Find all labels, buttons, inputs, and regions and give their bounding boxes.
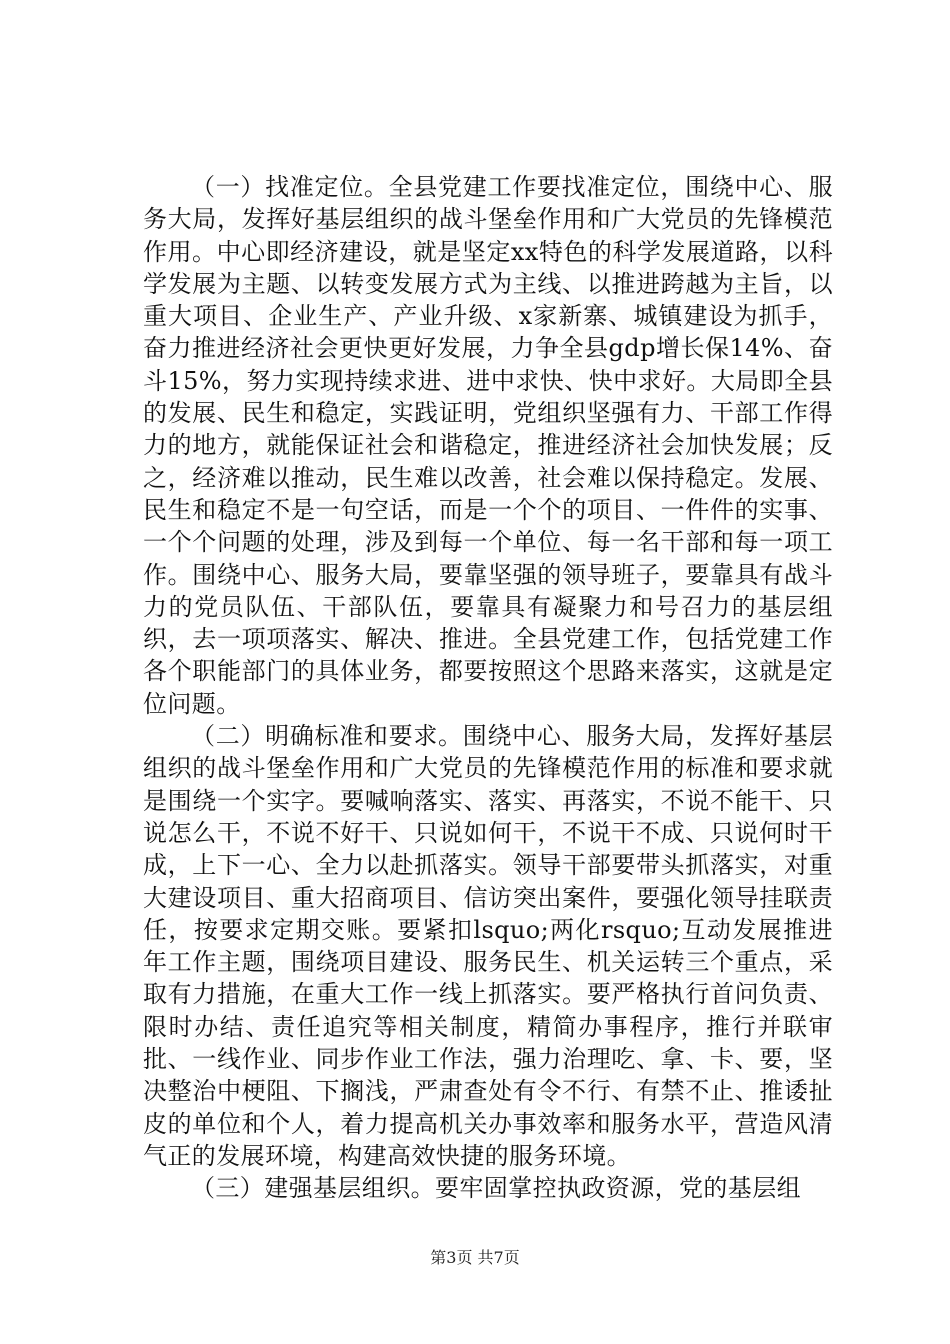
paragraph-standards: （二）明确标准和要求。围绕中心、服务大局，发挥好基层组织的战斗堡垒作用和广大党员的先锋模范作用的标准和要求就是围绕一个实字。要喊响落实、落实、再落实，不说不能干、只说怎么干，不说不好干、只说如何干，不说干不成、只说何时干成，上下一心、全力以赴抓落实。领导干部要带头抓落实，对重大建设项目、重大招商项目、信访突出案件，要强化领导挂联责任，按要求定期交账。要紧扣lsquo;两化rsquo;互动发展推进年工作主题，围绕项目建设、服务民生、机关运转三个重点，采取有力措施，在重大工作一线上抓落实。要严格执行首问负责、限时办结、责任追究等相关制度，精简办事程序，推行并联审批、一线作业、同步作业工作法，强力治理吃、拿、卡、要，坚决整治中梗阻、下搁浅，严肃查处有令不行、有禁不止、推诿扯皮的单位和个人，着力提高机关办事效率和服务水平，营造风清气正的发展环境，构建高效快捷的服务环境。 — [143, 722, 833, 1170]
document-body — [143, 171, 833, 1205]
paragraph-grassroots: （三）建强基层组织。要牢固掌控执政资源，党的基层组 — [191, 1174, 801, 1203]
page-footer: 第3页 共7页 — [430, 1248, 520, 1267]
paragraph-positioning: （一）找准定位。全县党建工作要找准定位，围绕中心、服务大局，发挥好基层组织的战斗堡垒作用和广大党员的先锋模范作用。中心即经济建设，就是坚定xx特色的科学发展道路，以科学发展为主题、以转变发展方式为主线、以推进跨越为主旨，以重大项目、企业生产、产业升级、x家新寨、城镇建设为抓手，奋力推进经济社会更快更好发展，力争全县gdp增长保14%、奋斗15%，努力实现持续求进、进中求快、快中求好。大局即全县的发展、民生和稳定，实践证明，党组织坚强有力、干部工作得力的地方，就能保证社会和谐稳定，推进经济社会加快发展；反之，经济难以推动，民生难以改善，社会难以保持稳定。发展、民生和稳定不是一句空话，而是一个个的项目、一件件的实事、一个个问题的处理，涉及到每一个单位、每一名干部和每一项工作。围绕中心、服务大局，要靠坚强的领导班子，要靠具有战斗力的党员队伍、干部队伍，要靠具有凝聚力和号召力的基层组织，去一项项落实、解决、推进。全县党建工作，包括党建工作各个职能部门的具体业务，都要按照这个思路来落实，这就是定位问题。 — [143, 173, 833, 718]
